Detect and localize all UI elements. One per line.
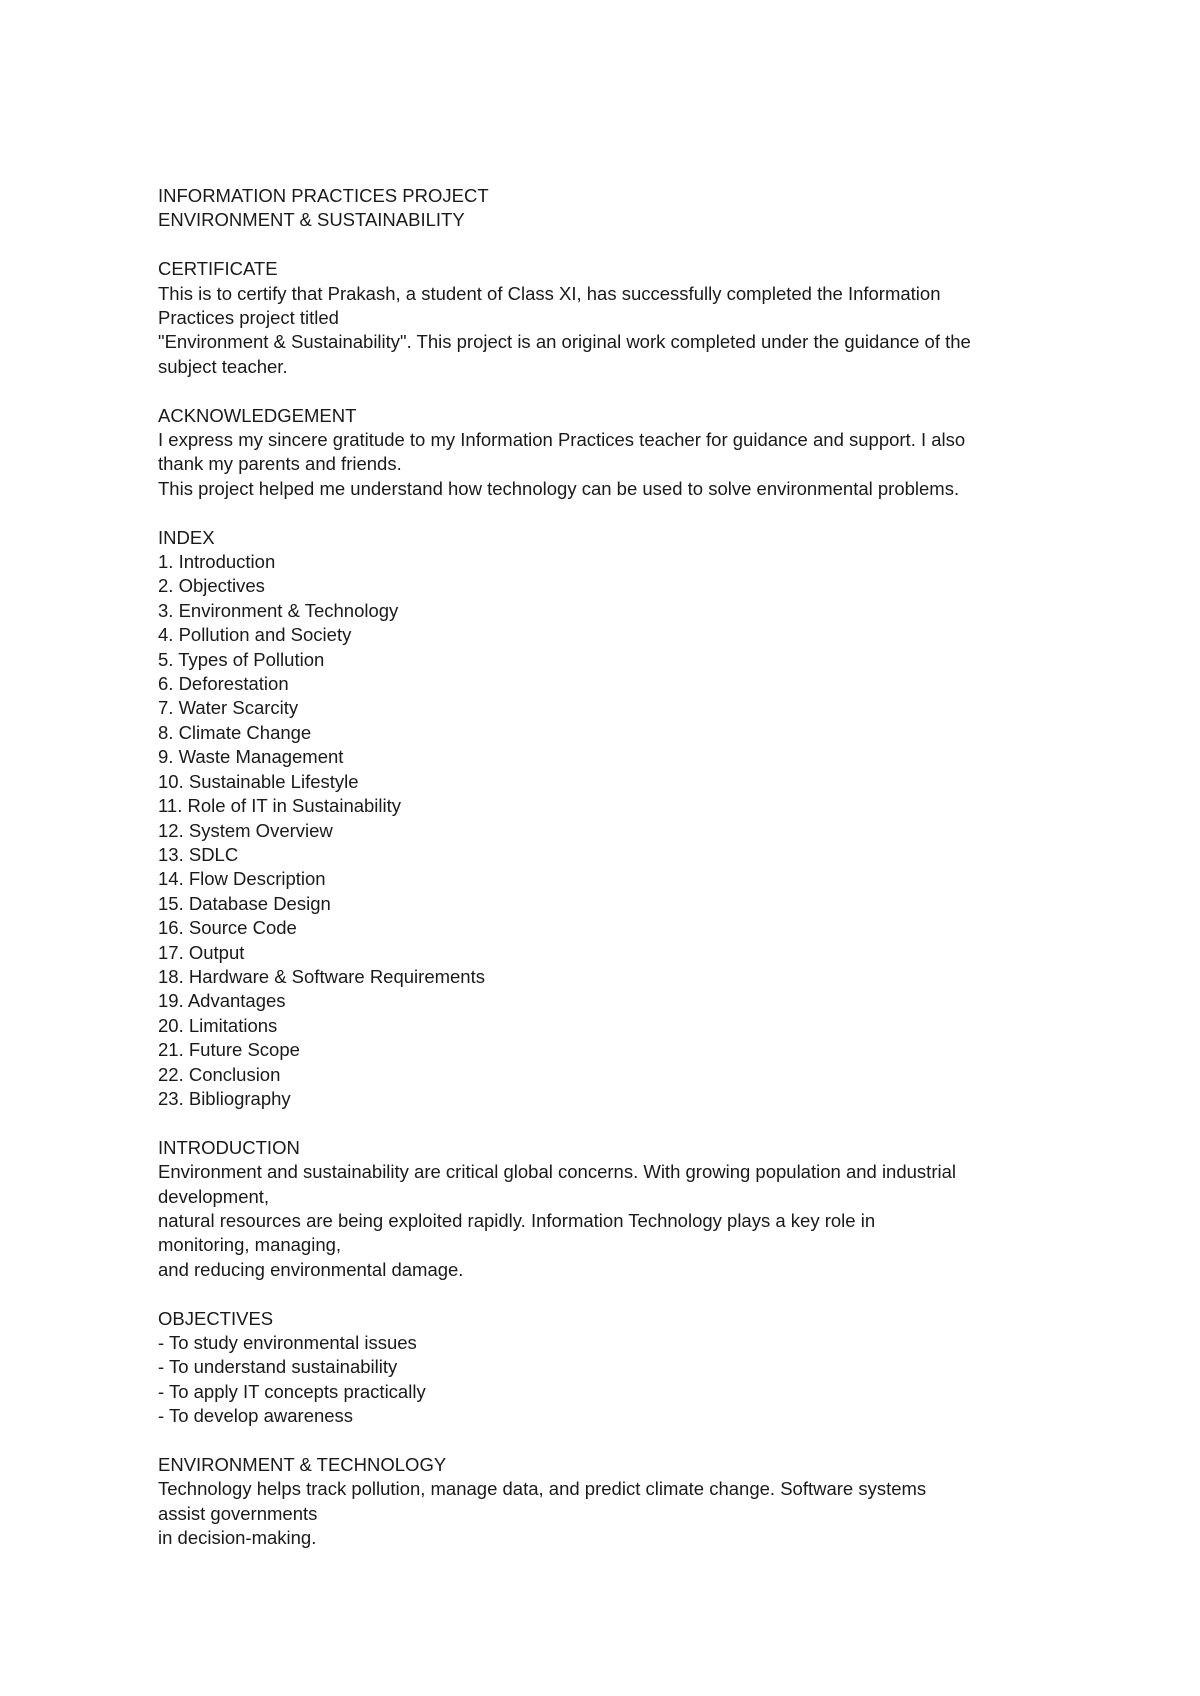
acknowledgement-line: This project helped me understand how technology can be used to solve environmental problems. — [158, 477, 960, 499]
introduction-line: Environment and sustainability are critical global concerns. With growing population and industrial — [158, 1161, 956, 1183]
index-item: 5. Types of Pollution — [158, 648, 325, 670]
introduction-line: natural resources are being exploited rapidly. Information Technology plays a key role in — [158, 1210, 876, 1231]
spacer — [158, 1282, 1058, 1306]
environment-technology-line: Technology helps track pollution, manage data, and predict climate change. Software systems — [158, 1478, 927, 1500]
index-item: 11. Role of IT in Sustainability — [158, 795, 402, 817]
objective-item: - To study environmental issues — [158, 1332, 417, 1354]
spacer — [158, 233, 1058, 257]
objectives-heading: OBJECTIVES — [158, 1307, 274, 1329]
index-item: 20. Limitations — [158, 1014, 278, 1036]
spacer — [158, 1429, 1058, 1453]
index-item: 7. Water Scarcity — [158, 697, 299, 719]
environment-technology-line: assist governments — [158, 1502, 318, 1524]
objective-item: - To apply IT concepts practically — [158, 1380, 426, 1402]
index-item: 8. Climate Change — [158, 721, 312, 743]
acknowledgement-line: thank my parents and friends. — [158, 453, 402, 475]
introduction-line: monitoring, managing, — [158, 1234, 342, 1256]
index-item: 10. Sustainable Lifestyle — [158, 770, 359, 792]
index-item: 23. Bibliography — [158, 1087, 291, 1109]
index-item: 9. Waste Management — [158, 746, 344, 768]
certificate-line: subject teacher. — [158, 355, 288, 377]
index-item: 13. SDLC — [158, 843, 239, 865]
certificate-line: "Environment & Sustainability". This project is an original work completed under the guidance of the — [158, 331, 971, 353]
index-item: 21. Future Scope — [158, 1039, 300, 1061]
index-item: 12. System Overview — [158, 819, 333, 841]
index-item: 14. Flow Description — [158, 868, 326, 890]
index-item: 19. Advantages — [158, 990, 286, 1012]
objective-item: - To understand sustainability — [158, 1356, 398, 1378]
document-subtitle: ENVIRONMENT & SUSTAINABILITY — [158, 209, 465, 231]
index-item: 16. Source Code — [158, 917, 297, 939]
acknowledgement-section — [158, 404, 1058, 502]
certificate-line: This is to certify that Prakash, a student of Class XI, has successfully completed the Information — [158, 282, 941, 304]
certificate-heading: CERTIFICATE — [158, 258, 278, 280]
introduction-section — [158, 1136, 1058, 1282]
document-title: INFORMATION PRACTICES PROJECT — [158, 185, 489, 206]
index-item: 3. Environment & Technology — [158, 599, 399, 621]
index-item: 17. Output — [158, 941, 245, 963]
acknowledgement-heading: ACKNOWLEDGEMENT — [158, 404, 357, 426]
index-item: 1. Introduction — [158, 551, 276, 573]
acknowledgement-line: I express my sincere gratitude to my Information Practices teacher for guidance and support. I also — [158, 429, 966, 451]
index-section — [158, 526, 1058, 1112]
index-item: 4. Pollution and Society — [158, 624, 352, 646]
environment-technology-line: in decision-making. — [158, 1527, 317, 1549]
spacer — [158, 379, 1058, 403]
environment-technology-heading: ENVIRONMENT & TECHNOLOGY — [158, 1454, 447, 1476]
introduction-line: development, — [158, 1185, 270, 1207]
certificate-section — [158, 257, 1058, 379]
index-heading: INDEX — [158, 526, 215, 548]
index-item: 6. Deforestation — [158, 673, 289, 695]
spacer — [158, 501, 1058, 525]
index-item: 2. Objectives — [158, 575, 265, 597]
objectives-section — [158, 1307, 1058, 1429]
spacer — [158, 1111, 1058, 1135]
index-item: 22. Conclusion — [158, 1063, 281, 1085]
introduction-heading: INTRODUCTION — [158, 1136, 300, 1158]
objective-item: - To develop awareness — [158, 1405, 354, 1427]
document-page — [158, 184, 1058, 1551]
index-item: 18. Hardware & Software Requirements — [158, 965, 485, 987]
certificate-line: Practices project titled — [158, 307, 339, 329]
introduction-line: and reducing environmental damage. — [158, 1258, 464, 1280]
index-item: 15. Database Design — [158, 892, 331, 914]
environment-technology-section — [158, 1453, 1058, 1551]
